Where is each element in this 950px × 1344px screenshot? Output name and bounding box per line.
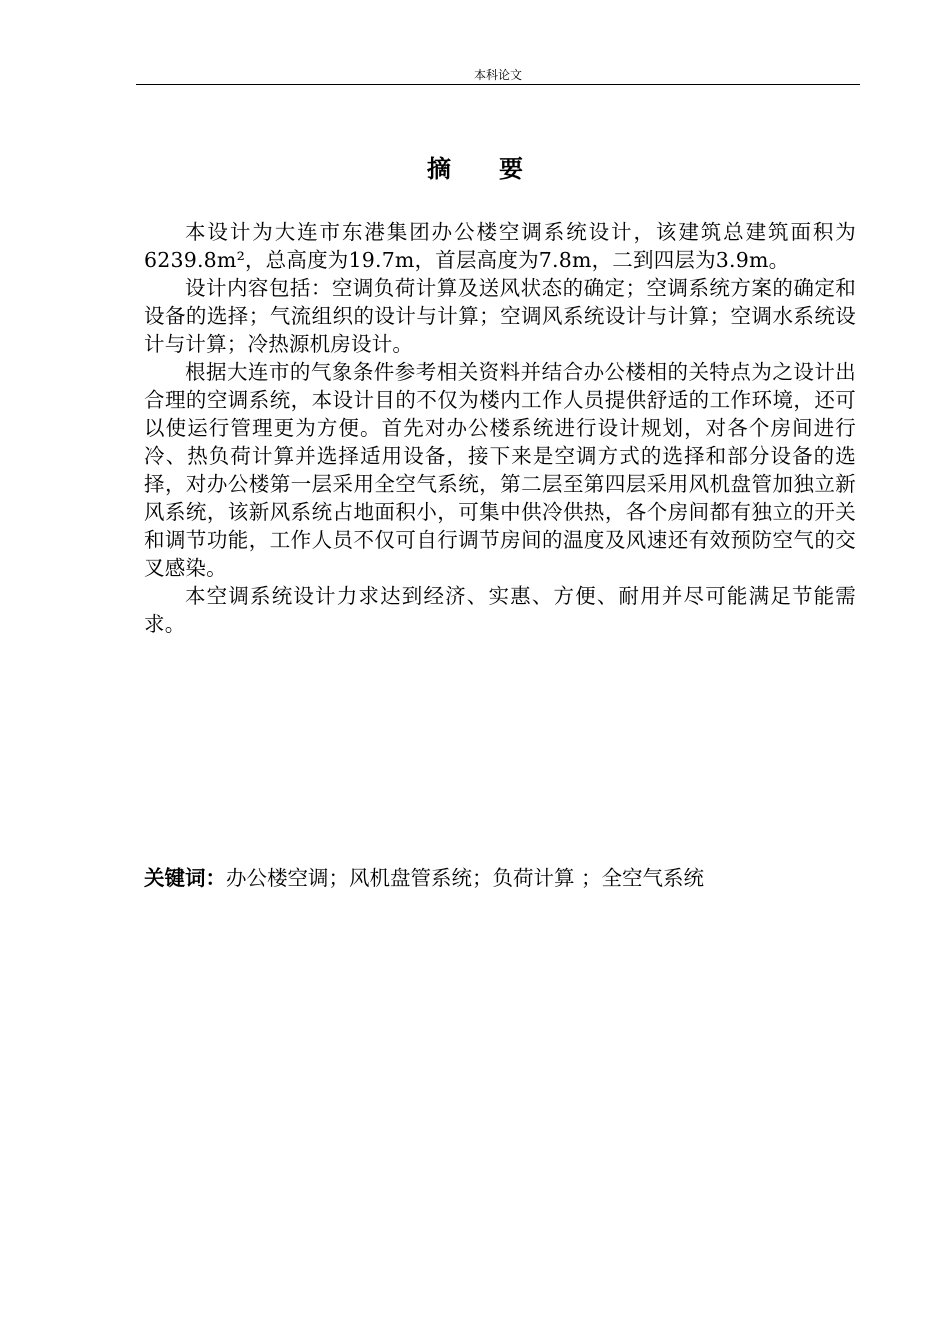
paragraph-4: 本空调系统设计力求达到经济、实惠、方便、耐用并尽可能满足节能需求。 bbox=[144, 584, 856, 636]
page-header bbox=[136, 64, 860, 85]
keywords-label: 关键词： bbox=[144, 866, 226, 890]
header-text: 本科论文 bbox=[473, 68, 522, 82]
paragraph-1: 本设计为大连市东港集团办公楼空调系统设计，该建筑总建筑面积为6239.8m²，总高度为19.7m，首层高度为7.8m，二到四层为3.9m。 bbox=[144, 220, 856, 272]
paragraph-3: 根据大连市的气象条件参考相关资料并结合办公楼相的关特点为之设计出合理的空调系统，本设计目的不仅为楼内工作人员提供舒适的工作环境，还可以使运行管理更为方便。首先对办公楼系统进行设计规划，对各个房间进行冷、热负荷计算并选择适用设备，接下来是空调方式的选择和部分设备的选择，对办公楼第一层采用全空气系统，第二层至第四层采用风机盘管加独立新风系统，该新风系统占地面积小，可集中供冷供热，各个房间都有独立的开关和调节功能，工作人员不仅可自行调节房间的温度及风速还有效预防空气的交叉感染。 bbox=[144, 360, 856, 580]
keywords-line bbox=[144, 864, 856, 892]
title-char-2: 要 bbox=[499, 155, 523, 183]
title-char-1: 摘 bbox=[427, 155, 451, 183]
keywords-value: 办公楼空调；风机盘管系统；负荷计算 ；全空气系统 bbox=[226, 866, 705, 890]
abstract-body bbox=[144, 218, 856, 638]
paragraph-2: 设计内容包括：空调负荷计算及送风状态的确定；空调系统方案的确定和设备的选择；气流组织的设计与计算；空调风系统设计与计算；空调水系统设计与计算；冷热源机房设计。 bbox=[144, 276, 856, 356]
abstract-title bbox=[0, 152, 950, 186]
